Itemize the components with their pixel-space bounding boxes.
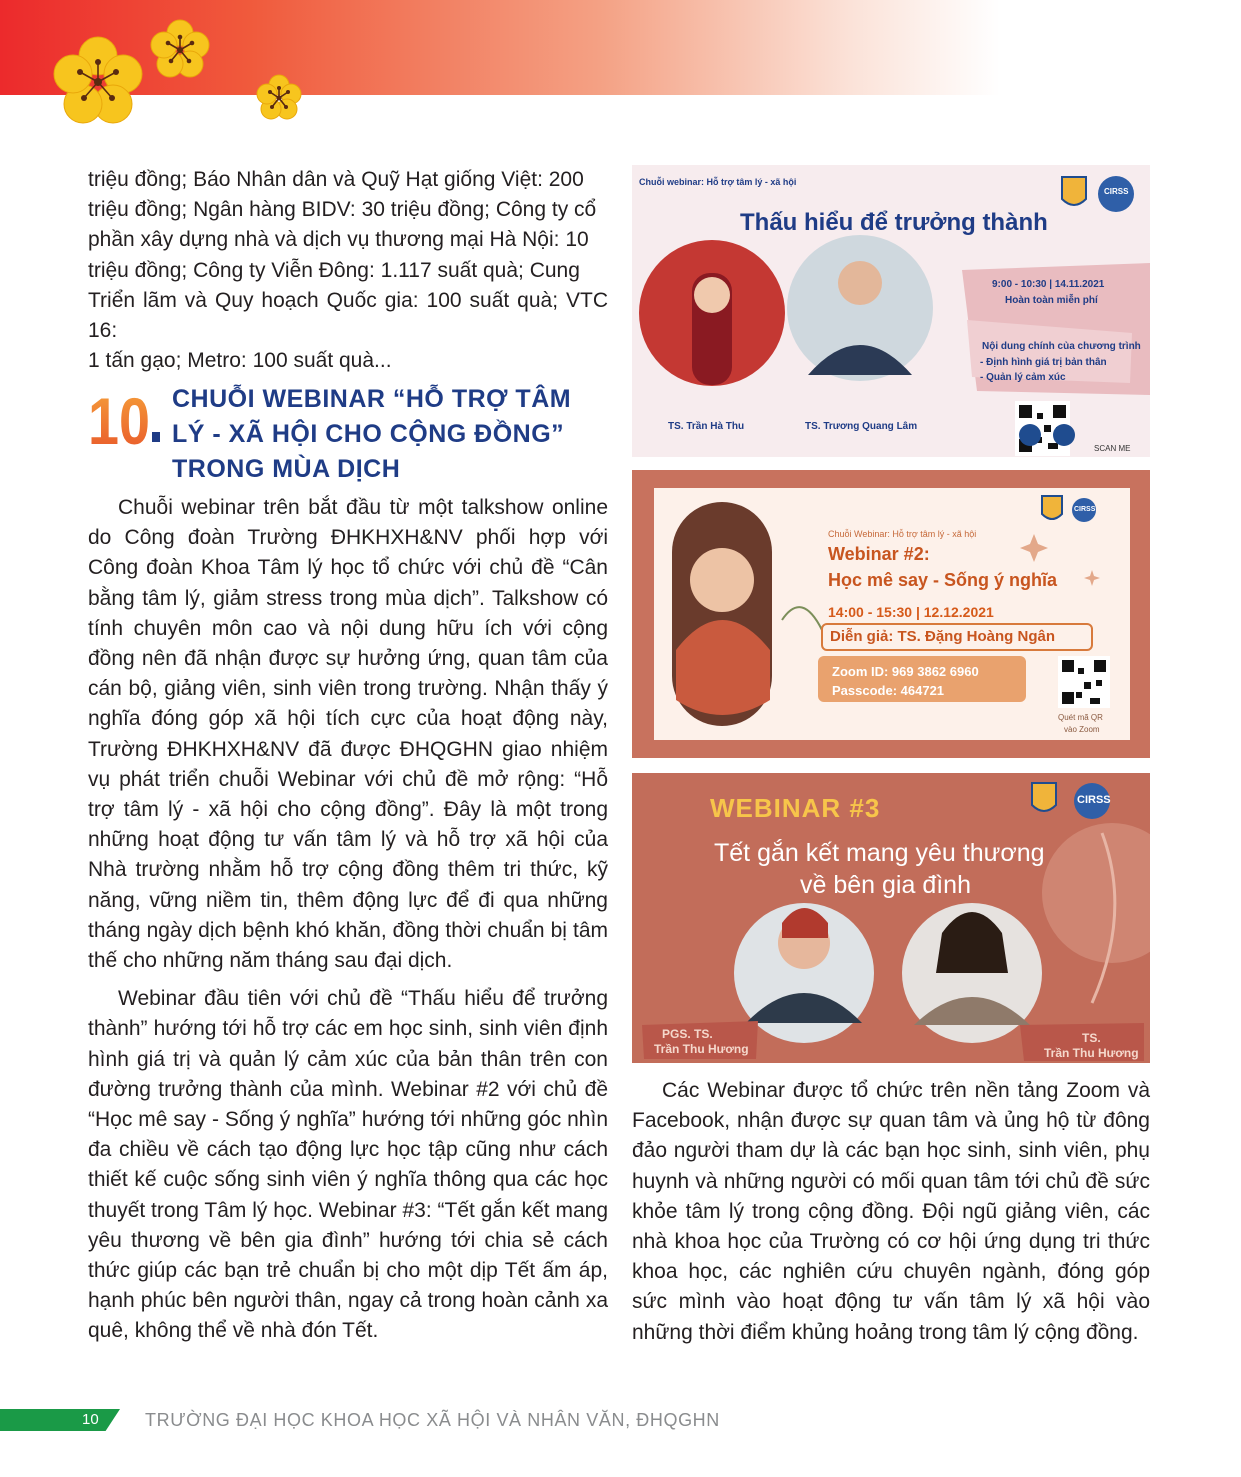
poster-1-speaker-1: TS. Trần Hà Thu [668, 421, 745, 432]
poster-2-series-label: Chuỗi Webinar: Hỗ trợ tâm lý - xã hội [828, 529, 977, 539]
poster-1-scan-label: SCAN ME [1094, 444, 1131, 453]
section-number [88, 388, 168, 448]
poster-1-content-item: - Quản lý cảm xúc [980, 372, 1066, 383]
section-title-line: CHUỖI WEBINAR “HỖ TRỢ TÂM [172, 385, 572, 413]
poster-2-title-line-1: Webinar #2: [828, 544, 930, 564]
poster-3-heading: WEBINAR #3 [710, 793, 881, 823]
paragraph-1: Chuỗi webinar trên bắt đầu từ một talkshow online do Công đoàn Trường ĐHKHXH&NV phối hợp với Công đoàn Khoa Tâm lý học tổ chức với chủ đề “Cân bằng tâm lý, giảm stress trong mùa dịch”. Talkshow có tính chuyên môn cao và nội dung hữu ích với cộng đồng nên đã nhận được sự hưởng ứng, quan tâm của cán bộ, giảng viên, sinh viên trong trường. Nhận thấy ý nghĩa đóng góp xã hội tích cực của hoạt động này, Trường ĐHKHXH&NV đã được ĐHQGHN giao nhiệm vụ phát triển chuỗi Webinar với chủ đề mở rộng: “Hỗ trợ tâm lý - xã hội cho cộng đồng”. Đây là một trong những hoạt động tư vấn tâm lý và hỗ trợ xã hội của Nhà trường nhằm hỗ trợ cộng đồng thêm tri thức, kỹ năng, vững niềm tin, thêm động lực để đi qua những tháng ngày dịch bệnh khó khăn, đồng thời chuẩn bị tâm thế cho những năm tháng sau đại dịch. [88, 496, 608, 973]
poster-2-title-line-2: Học mê say - Sống ý nghĩa [828, 570, 1058, 590]
poster-1-content-heading: Nội dung chính của chương trình [982, 341, 1141, 352]
poster-2-time: 14:00 - 15:30 | 12.12.2021 [828, 604, 994, 620]
poster-1-title: Thấu hiểu để trưởng thành [740, 209, 1048, 236]
poster-1-price: Hoàn toàn miễn phí [1005, 295, 1098, 306]
webinar-poster-1 [632, 165, 1150, 457]
section-title-line: LÝ - XÃ HỘI CHO CỘNG ĐỒNG” [172, 420, 565, 448]
intro-line: triệu đồng; Công ty Viễn Đông: 1.117 suất quà; Cung [88, 258, 580, 282]
poster-2-passcode: Passcode: 464721 [832, 683, 945, 698]
section-title-line: TRONG MÙA DỊCH [172, 455, 401, 483]
intro-text [88, 165, 608, 376]
body-paragraphs [88, 493, 608, 1347]
webinar-poster-2 [632, 470, 1150, 758]
poster-2-qr-label: vào Zoom [1064, 725, 1100, 734]
paragraph-2: Webinar đầu tiên với chủ đề “Thấu hiểu để trưởng thành” hướng tới hỗ trợ các em học sinh, sinh viên định hình giá trị và quản lý cảm xúc của bản thân trên con đường trưởng thành của mình. Webinar #2 với chủ đề “Học mê say - Sống ý nghĩa” hướng tới những góc nhìn đa chiều về cách tạo động lực học tập cũng như cách thiết kế cuộc sống sinh viên ý nghĩa thông qua các học thuyết trong Tâm lý học. Webinar #3: “Tết gắn kết mang yêu thương về bên gia đình” hướng tới chia sẻ cách thức giúp các bạn trẻ chuẩn bị cho một dịp Tết ấm áp, hạnh phúc bên người thân, ngay cả trong hoàn cảnh xa quê, không thể về nhà đón Tết. [88, 987, 608, 1343]
intro-line: Triển lãm và Quy hoạch Quốc gia: 100 suất quà; VTC 16: [88, 288, 608, 343]
footer-publication-name: TRƯỜNG ĐẠI HỌC KHOA HỌC XÃ HỘI VÀ NHÂN VĂN, ĐHQGHN [145, 1410, 720, 1430]
paragraph-3: Các Webinar được tổ chức trên nền tảng Zoom và Facebook, nhận được sự quan tâm và ủng hộ từ đông đảo người tham dự là các bạn học sinh, sinh viên, phụ huynh và những người có mối quan tâm tới chủ đề sức khỏe tâm lý trong cộng đồng. Đội ngũ giảng viên, các nhà khoa học của Trường có cơ hội ứng dụng tri thức khoa học, các nghiên cứu chuyên ngành, đóng góp sức mình vào hoạt động tư vấn tâm lý xã hội vào những thời điểm khủng hoảng trong tâm lý cộng đồng. [632, 1079, 1150, 1344]
poster-2-qr-label: Quét mã QR [1058, 713, 1103, 722]
poster-1-logo-text: CIRSS [1104, 187, 1129, 196]
webinar-poster-3 [632, 773, 1150, 1063]
poster-3-speaker-1-line-1: PGS. TS. [662, 1027, 713, 1041]
right-column-text [632, 1076, 1150, 1348]
poster-3-title-line-1: Tết gắn kết mang yêu thương [714, 839, 1045, 867]
intro-line: 1 tấn gạo; Metro: 100 suất quà... [88, 349, 392, 373]
poster-2-speaker: Diễn giả: TS. Đặng Hoàng Ngân [830, 628, 1056, 645]
intro-line: triệu đồng; Ngân hàng BIDV: 30 triệu đồng; Công ty cổ [88, 198, 597, 222]
poster-2-logo-text: CIRSS [1074, 506, 1096, 513]
poster-3-speaker-2-line-1: TS. [1082, 1031, 1101, 1045]
poster-3-speaker-1-line-2: Trần Thu Hương [654, 1042, 749, 1056]
apricot-blossom-icon [0, 0, 330, 140]
svg-text:10: 10 [88, 388, 150, 448]
page-footer [0, 1405, 1241, 1435]
poster-3-title-line-2: về bên gia đình [800, 871, 971, 899]
page-number: 10 [82, 1411, 99, 1428]
poster-1-content-item: - Định hình giá trị bản thân [980, 357, 1107, 368]
section-title [172, 382, 592, 487]
intro-line: triệu đồng; Báo Nhân dân và Quỹ Hạt giống Việt: 200 [88, 168, 584, 191]
poster-2-zoom-id: Zoom ID: 969 3862 6960 [832, 664, 979, 679]
poster-1-time: 9:00 - 10:30 | 14.11.2021 [992, 279, 1105, 290]
poster-1-series-label: Chuỗi webinar: Hỗ trợ tâm lý - xã hội [639, 177, 797, 187]
poster-3-logo-text: CIRSS [1077, 794, 1111, 806]
poster-1-speaker-2: TS. Trương Quang Lâm [805, 421, 918, 432]
poster-3-speaker-2-line-2: Trần Thu Hương [1044, 1046, 1139, 1060]
intro-line: phần xây dựng nhà và dịch vụ thương mại Hà Nội: 10 [88, 228, 589, 252]
